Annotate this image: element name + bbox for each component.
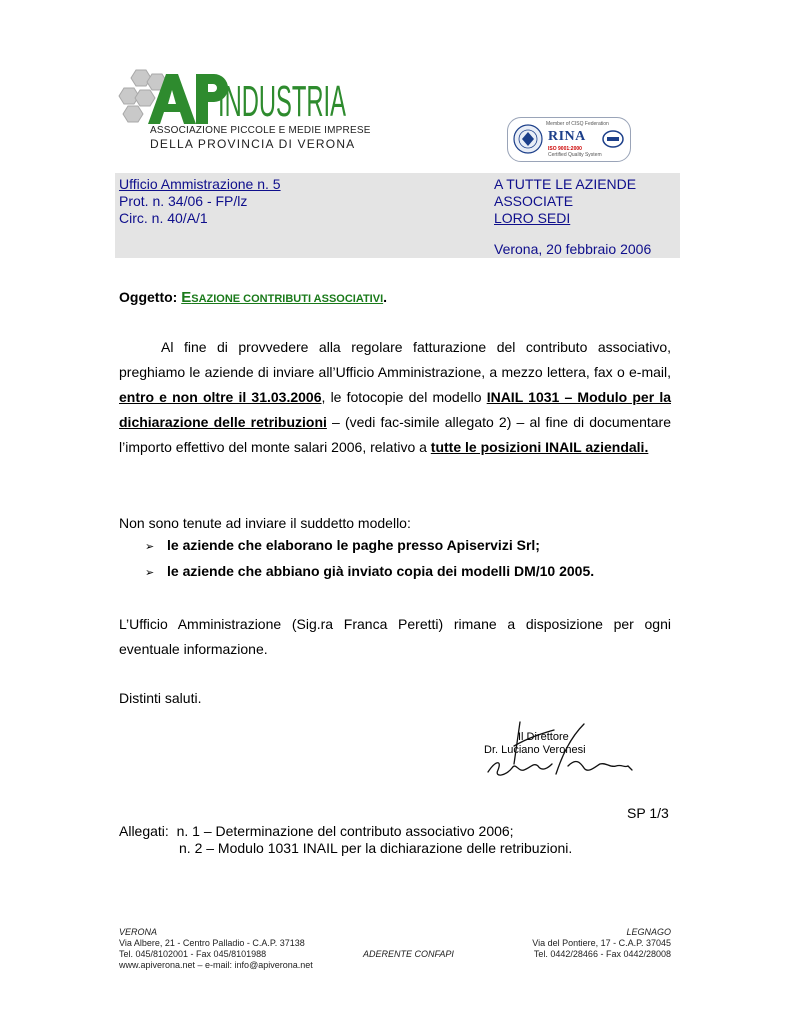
p1-text-a: Al fine di provvedere alla regolare fatturazione del contributo associativo, preghiamo le aziende di inviare all’Ufficio Amministrazione, a mezzo lettera, fax o e-mail, [119, 339, 671, 380]
attachment-row [119, 823, 572, 840]
attachments [119, 823, 572, 857]
subject-rest: SAZIONE CONTRIBUTI ASSOCIATIVI [191, 293, 384, 305]
body-paragraph-2: Non sono tenute ad inviare il suddetto modello: [119, 515, 411, 531]
footer-verona-web: www.apiverona.net – e-mail: info@apiverona.net [119, 960, 313, 970]
signature-title: Il Direttore [518, 731, 569, 743]
apindustria-logo-mark [118, 66, 348, 126]
letter-date: Verona, 20 febbraio 2006 [494, 241, 652, 257]
quality-system-label: Certified Quality System [548, 152, 602, 158]
body-paragraph-1 [119, 335, 671, 460]
signature-name: Dr. Luciano Veronesi [484, 744, 586, 756]
footer-legnago [500, 927, 671, 960]
footer-verona-address: Via Albere, 21 - Centro Palladio - C.A.P. 37138 [119, 938, 305, 948]
arrow-bullet-icon: ➢ [145, 541, 155, 553]
attachments-label: Allegati: [119, 823, 169, 839]
attachment-row [119, 840, 572, 857]
attachment-item: n. 1 – Determinazione del contributo associativo 2006; [176, 823, 514, 839]
sender-references [119, 176, 281, 227]
office-reference: Ufficio Ammistrazione n. 5 [119, 176, 281, 192]
arrow-bullet-icon: ➢ [145, 567, 155, 579]
footer-verona-phone: Tel. 045/8102001 - Fax 045/8101988 [119, 949, 267, 959]
iso-standard: ISO 9001:2000 [548, 146, 582, 152]
subject-line [119, 289, 387, 306]
list-item [145, 563, 594, 579]
attachment-item: n. 2 – Modulo 1031 INAIL per la dichiarazione delle retribuzioni. [179, 840, 573, 856]
logo-subtitle-province: DELLA PROVINCIA DI VERONA [150, 137, 356, 151]
footer-legnago-city: LEGNAGO [626, 927, 671, 937]
page-reference: SP 1/3 [627, 805, 669, 821]
body-paragraph-3: L’Ufficio Amministrazione (Sig.ra Franca Peretti) rimane a disposizione per ogni eventuale informazione. [119, 616, 671, 657]
list-item-text: le aziende che elaborano le paghe presso Apiservizi Srl; [167, 537, 540, 553]
footer-legnago-address: Via del Pontiere, 17 - C.A.P. 37045 [532, 938, 671, 948]
protocol-number: Prot. n. 34/06 - FP/lz [119, 193, 248, 209]
recipient-line-3: LORO SEDI [494, 210, 571, 226]
p1-model: INAIL 1031 – Modulo per la dichiarazione delle retribuzioni [119, 389, 672, 430]
cisq-seal-icon [513, 122, 543, 156]
svg-text:INDUSTRIA: INDUSTRIA [218, 77, 347, 126]
circular-number: Circ. n. 40/A/1 [119, 210, 208, 226]
p1-deadline: entro e non oltre il 31.03.2006 [119, 389, 322, 405]
subject-end: . [383, 289, 388, 305]
footer-confapi: ADERENTE CONFAPI [363, 949, 454, 959]
footer-verona-city: VERONA [119, 927, 158, 937]
footer-verona [119, 927, 313, 971]
rina-mini-logo-icon [602, 130, 624, 148]
p1-positions: tutte le posizioni INAIL aziendali. [430, 439, 649, 455]
recipient-line-2: ASSOCIATE [494, 193, 574, 209]
handwritten-signature [480, 716, 640, 786]
list-item [145, 537, 540, 553]
cisq-member-text: Member of CISQ Federation [546, 121, 609, 127]
subject-text [181, 289, 383, 305]
list-item-text: le aziende che abbiano già inviato copia dei modelli DM/10 2005. [167, 563, 595, 579]
rina-certification-badge [507, 117, 631, 162]
closing-greeting: Distinti saluti. [119, 690, 202, 706]
recipients [494, 176, 636, 227]
footer-legnago-phone: Tel. 0442/28466 - Fax 0442/28008 [533, 949, 671, 959]
p1-text-b: , le fotocopie del modello [321, 389, 487, 405]
recipient-line-1: A TUTTE LE AZIENDE [494, 176, 637, 192]
p1-text-c: – (vedi fac-simile allegato 2) – al fine di documentare l’importo effettivo del monte salari 2006, relativo a [119, 414, 671, 455]
logo-subtitle-association: ASSOCIAZIONE PICCOLE E MEDIE IMPRESE [150, 125, 371, 136]
subject-initial: E [181, 289, 192, 306]
subject-label: Oggetto: [119, 289, 178, 305]
rina-name: RINA [548, 129, 586, 144]
